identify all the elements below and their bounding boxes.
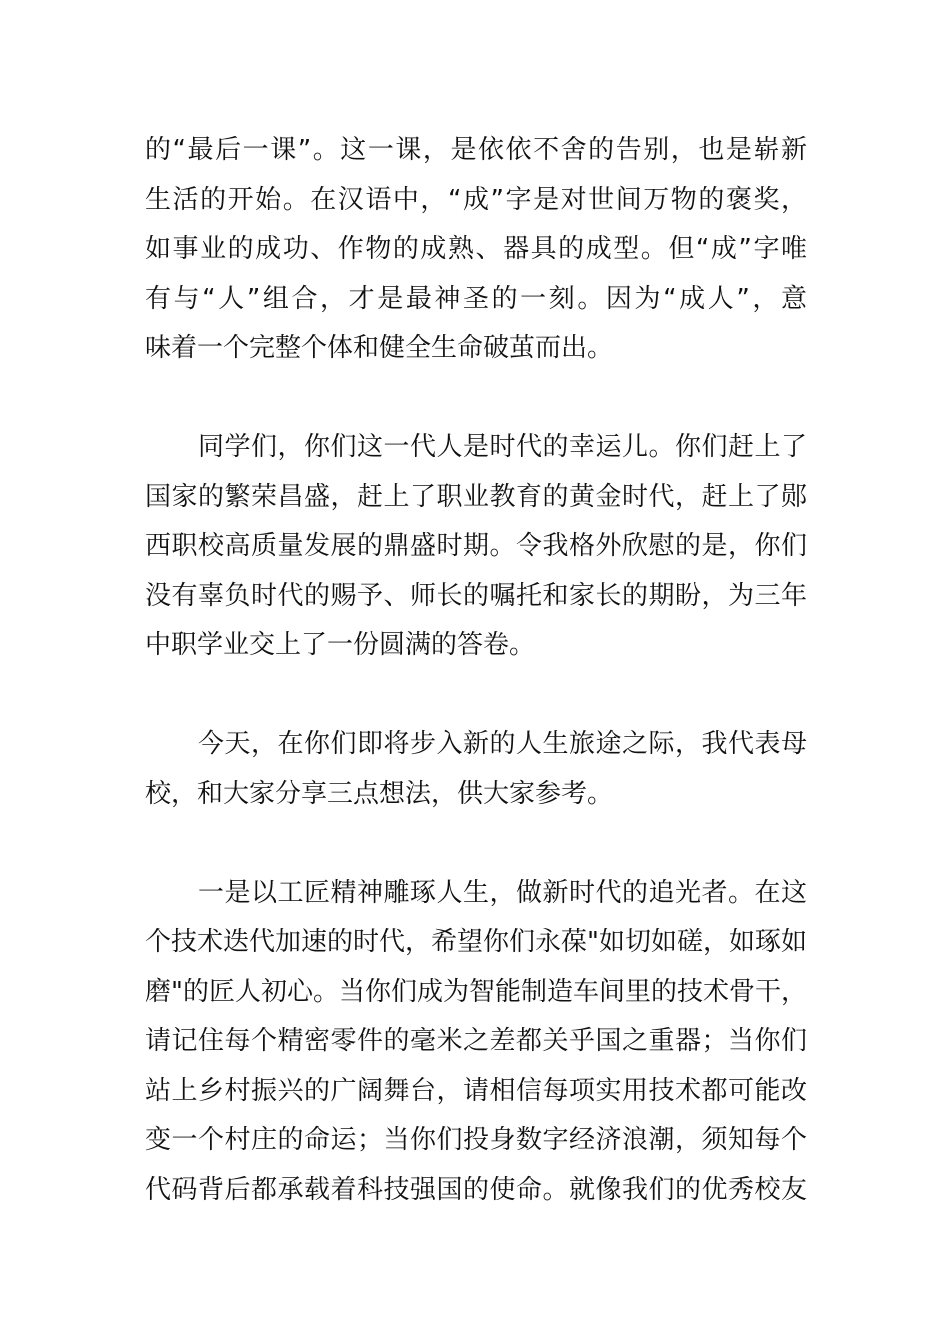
paragraph-1 xyxy=(145,126,807,374)
text-line: 今天，在你们即将步入新的人生旅途之际，我代表母 xyxy=(145,729,807,759)
text-line: 生活的开始。在汉语中，“成”字是对世间万物的褒奖， xyxy=(145,184,807,215)
paragraph-2 xyxy=(145,423,807,671)
text-line: 请记住每个精密零件的毫米之差都关乎国之重器；当你们 xyxy=(145,1026,807,1056)
text-line: 如事业的成功、作物的成熟、器具的成型。但“成”字唯 xyxy=(145,234,807,264)
text-line: 的“最后一课”。这一课，是依依不舍的告别，也是崭新 xyxy=(145,135,807,165)
text-line: 没有辜负时代的赐予、师长的嘱托和家长的期盼，为三年 xyxy=(145,580,807,611)
paragraph-spacer xyxy=(145,819,807,869)
text-line: 校，和大家分享三点想法，供大家参考。 xyxy=(145,778,614,809)
text-line: 个技术迭代加速的时代，希望你们永葆"如切如磋，如琢如 xyxy=(145,927,807,957)
paragraph-4 xyxy=(145,869,807,1216)
text-line: 一是以工匠精神雕琢人生，做新时代的追光者。在这 xyxy=(145,877,807,908)
text-line: 站上乡村振兴的广阔舞台，请相信每项实用技术都可能改 xyxy=(145,1075,807,1106)
text-line: 国家的繁荣昌盛，赶上了职业教育的黄金时代，赶上了郧 xyxy=(145,481,807,512)
document-body xyxy=(145,126,807,1215)
text-line: 有与“人”组合，才是最神圣的一刻。因为“成人”，意 xyxy=(145,283,807,314)
paragraph-3 xyxy=(145,720,807,819)
text-line: 磨"的匠人初心。当你们成为智能制造车间里的技术骨干， xyxy=(145,976,807,1007)
text-line: 代码背后都承载着科技强国的使命。就像我们的优秀校友 xyxy=(145,1174,807,1205)
text-line: 中职学业交上了一份圆满的答卷。 xyxy=(145,630,536,660)
paragraph-spacer xyxy=(145,374,807,424)
text-line: 西职校高质量发展的鼎盛时期。令我格外欣慰的是，你们 xyxy=(145,531,807,561)
text-line: 变一个村庄的命运；当你们投身数字经济浪潮，须知每个 xyxy=(145,1125,807,1155)
text-line: 味着一个完整个体和健全生命破茧而出。 xyxy=(145,333,614,363)
text-line: 同学们，你们这一代人是时代的幸运儿。你们赶上了 xyxy=(145,432,807,462)
paragraph-spacer xyxy=(145,671,807,721)
